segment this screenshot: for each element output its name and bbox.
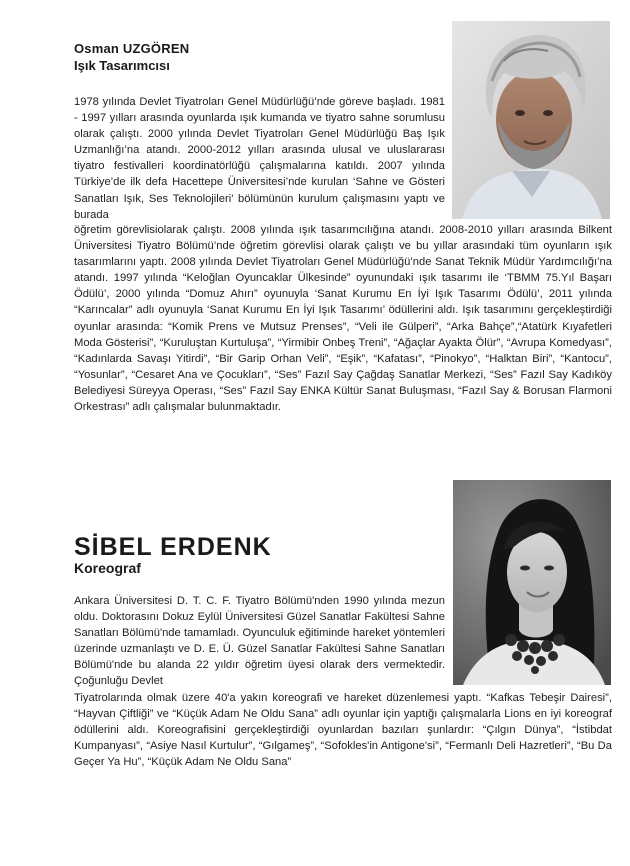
osman-name: Osman UZGÖREN: [74, 41, 190, 56]
sibel-portrait-photo: [453, 480, 611, 685]
sibel-name: SİBEL ERDENK: [74, 533, 272, 561]
sibel-bio-top: Ankara Üniversitesi D. T. C. F. Tiyatro Bölümü'nden 1990 yılında mezun oldu. Doktorasını Dokuz Eylül Üniversitesi Güzel Sanatlar Fakültesi Sahne Sanatları Bölümü'nde tamamladı. Oyunculuk eğitiminde hareket yöntemleri üzerinde uzmanlaştı ve D. E. Ü. Güzel Sanatlar Fakültesi Sahne Sanatları Bölümü'nde bu alanda 22 yıldır öğretim üyesi olarak ders vermektedir. Çoğunluğu Devlet: [74, 595, 445, 688]
osman-bio-bottom: öğretim görevlisiolarak çalıştı. 2008 yılında ışık tasarımcılığına atandı. 2008-2010 yılları arasında Bilkent Üniversitesi Tiyatro Bölümü’nde öğretim görevlisi olarak çalıştı ve bu yıllar arasındaki tüm oyunların ışık tasarımlarını yaptı. 2008 yılında Devlet Tiyatroları Genel Müdürlüğü’nde Sanat Teknik Müdür Yardımcılığı’na atandı. 1997 yılında “Keloğlan Oyuncaklar Ülkesinde” oyunundaki ışık tasarımı ile ‘TBMM 75.Yıl Başarı Ödülü’, 2000 yılında “Domuz Ahırı” oyunuyla ‘Sanat Kurumu En İyi Işık Tasarımı Ödülü’, 2011 yılında “Karıncalar” adlı oyunuyla ‘Sanat Kurumu En İyi Işık Tasarımı’ ödüllerini aldı. Işık tasarımını gerçekleştirdiği oyunlar arasında: “Komik Prens ve Mutsuz Prenses”, “Veli ile Gülperi”, “Arka Bahçe”,“Atatürk Kıyafetleri Moda Gösterisi”, “Kuruluştan Kurtuluşa”, “Yirmibir Onbeş Treni”, “Ağaçlar Ayakta Ölür”, “Avrupa Komedyası”, “Kadınlarda Savaşı Yitirdi”, “Bir Garip Orhan Veli”, “Eşik”, “Kafatası”, “Pinokyo”, “Halktan Biri”, “Kantocu”, “Yosunlar”, “Cesaret Ana ve Çocukları”, “Ses” Fazıl Say Çağdaş Sanatlar Merkezi, “Ses” Fazıl Say Kadıköy Belediyesi Süreyya Operası, “Ses” Fazıl Say ENKA Kültür Sanat Buluşması, “Fazıl Say & Borusan Flarmoni Orkestrası” adlı çalışmalar bulunmaktadır.: [74, 224, 612, 414]
sibel-bio-bottom: Tiyatrolarında olmak üzere 40'a yakın koreografi ve hareket düzenlemesi yaptı. “Kafkas Tebeşir Dairesi”, “Hayvan Çiftliği” ve “Küçük Adam Ne Oldu Sana” adlı oyunlar için yaptığı çalışmalarla Lions en iyi koreograf ödüllerini aldı. Koreografisini gerçekleştirdiği oyunlardan bazıları şunlardır: “Çılgın Dünya”, “İstibdat Kumpanyası”, “Asiye Nasıl Kurtulur”, “Gılgameş”, “Sofokles'in Antigone'si”, “Fermanlı Deli Hazretleri”, “Bu Da Geçer Ya Hu”, “Küçük Adam Ne Oldu Sana”: [74, 692, 612, 769]
sibel-portrait-image: [453, 480, 611, 685]
osman-role: Işık Tasarımcısı: [74, 58, 170, 73]
osman-bio-top: 1978 yılında Devlet Tiyatroları Genel Müdürlüğü’nde göreve başladı. 1981 - 1997 yılları arasında oyunlarda ışık kumanda ve tiyatro sahne sorumlusu olarak çalıştı. 2000 yılında Devlet Tiyatroları Genel Müdürlüğü Baş Işık Uzmanlığı’na atandı. 2000-2012 yılları arasında ulusal ve uluslararası tiyatro festivalleri koordinatörlüğü çalışmalarına katıldı. 2007 yılında Türkiye’de ilk defa Hacettepe Üniversitesi’nde kurulan ‘Sahne ve Gösteri Sanatları Işık, Ses Teknolojileri’ bölümünün kurulum çalışmasını yaptı ve burada: [74, 96, 445, 221]
sibel-role: Koreograf: [74, 560, 141, 576]
osman-portrait-image: [452, 21, 610, 219]
osman-portrait-photo: [452, 21, 610, 219]
